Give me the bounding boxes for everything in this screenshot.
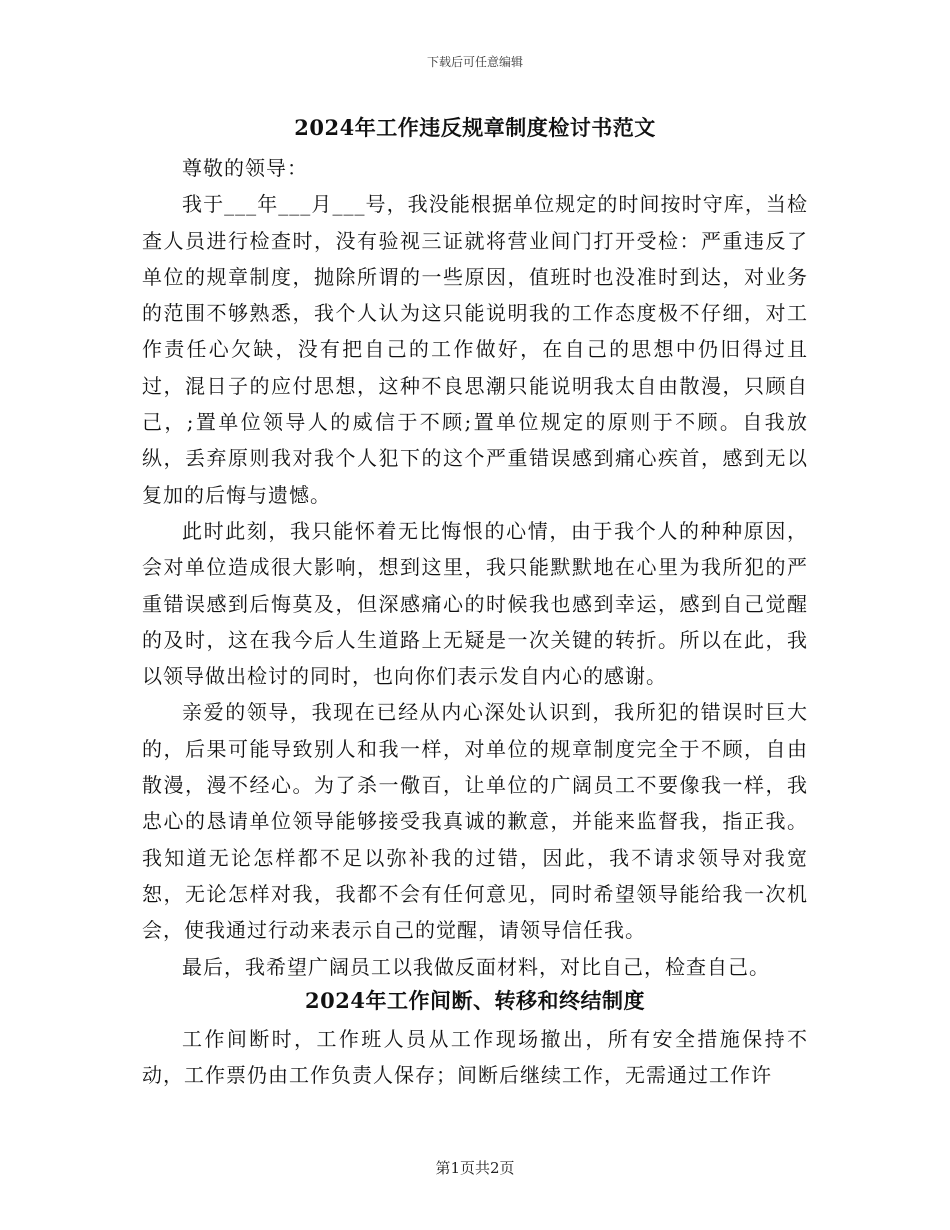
document-title: 2024年工作违反规章制度检讨书范文 xyxy=(294,115,656,140)
paragraph-2: 此时此刻，我只能怀着无比悔恨的心情，由于我个人的种种原因，会对单位造成很大影响，想到这里，我只能默默地在心里为我所犯的严重错误感到后悔莫及，但深感痛心的时候我也感到幸运，感到自己觉醒的及时，这在我今后人生道路上无疑是一次关键的转折。所以在此，我以领导做出检讨的同时，也向你们表示发自内心的感谢。 xyxy=(142,518,808,689)
paragraph-4: 最后，我希望广阔员工以我做反面材料，对比自己，检查自己。 xyxy=(182,954,770,979)
header-note: 下载后可任意编辑 xyxy=(426,55,523,69)
document-content xyxy=(142,112,808,1093)
paragraph-1: 我于___年___月___号，我没能根据单位规定的时间按时守库，当检查人员进行检查时，没有验视三证就将营业间门打开受检：严重违反了单位的规章制度，抛除所谓的一些原因，值班时也没准时到达，对业务的范围不够熟悉，我个人认为这只能说明我的工作态度极不仔细，对工作责任心欠缺，没有把自己的工作做好，在自己的思想中仍旧得过且过，混日子的应付思想，这种不良思潮只能说明我太自由散漫，只顾自己，;置单位领导人的威信于不顾;置单位规定的原则于不顾。自我放纵，丢弃原则我对我个人犯下的这个严重错误感到痛心疾首，感到无以复加的后悔与遗憾。 xyxy=(142,192,808,507)
salutation: 尊敬的领导： xyxy=(182,156,308,180)
section-2-paragraph: 工作间断时，工作班人员从工作现场撤出，所有安全措施保持不动，工作票仍由工作负责人保存；间断后继续工作，无需通过工作许 xyxy=(142,1026,808,1088)
section-2-title: 2024年工作间断、转移和终结制度 xyxy=(305,987,645,1013)
paragraph-3: 亲爱的领导，我现在已经从内心深处认识到，我所犯的错误时巨大的，后果可能导致别人和我一样，对单位的规章制度完全于不顾，自由散漫，漫不经心。为了杀一儆百，让单位的广阔员工不要像我一样，我忠心的恳请单位领导能够接受我真诚的歉意，并能来监督我，指正我。我知道无论怎样都不足以弥补我的过错，因此，我不请求领导对我宽恕，无论怎样对我，我都不会有任何意见，同时希望领导能给我一次机会，使我通过行动来表示自己的觉醒，请领导信任我。 xyxy=(142,700,808,943)
page-number: 第1页共2页 xyxy=(435,1159,515,1177)
